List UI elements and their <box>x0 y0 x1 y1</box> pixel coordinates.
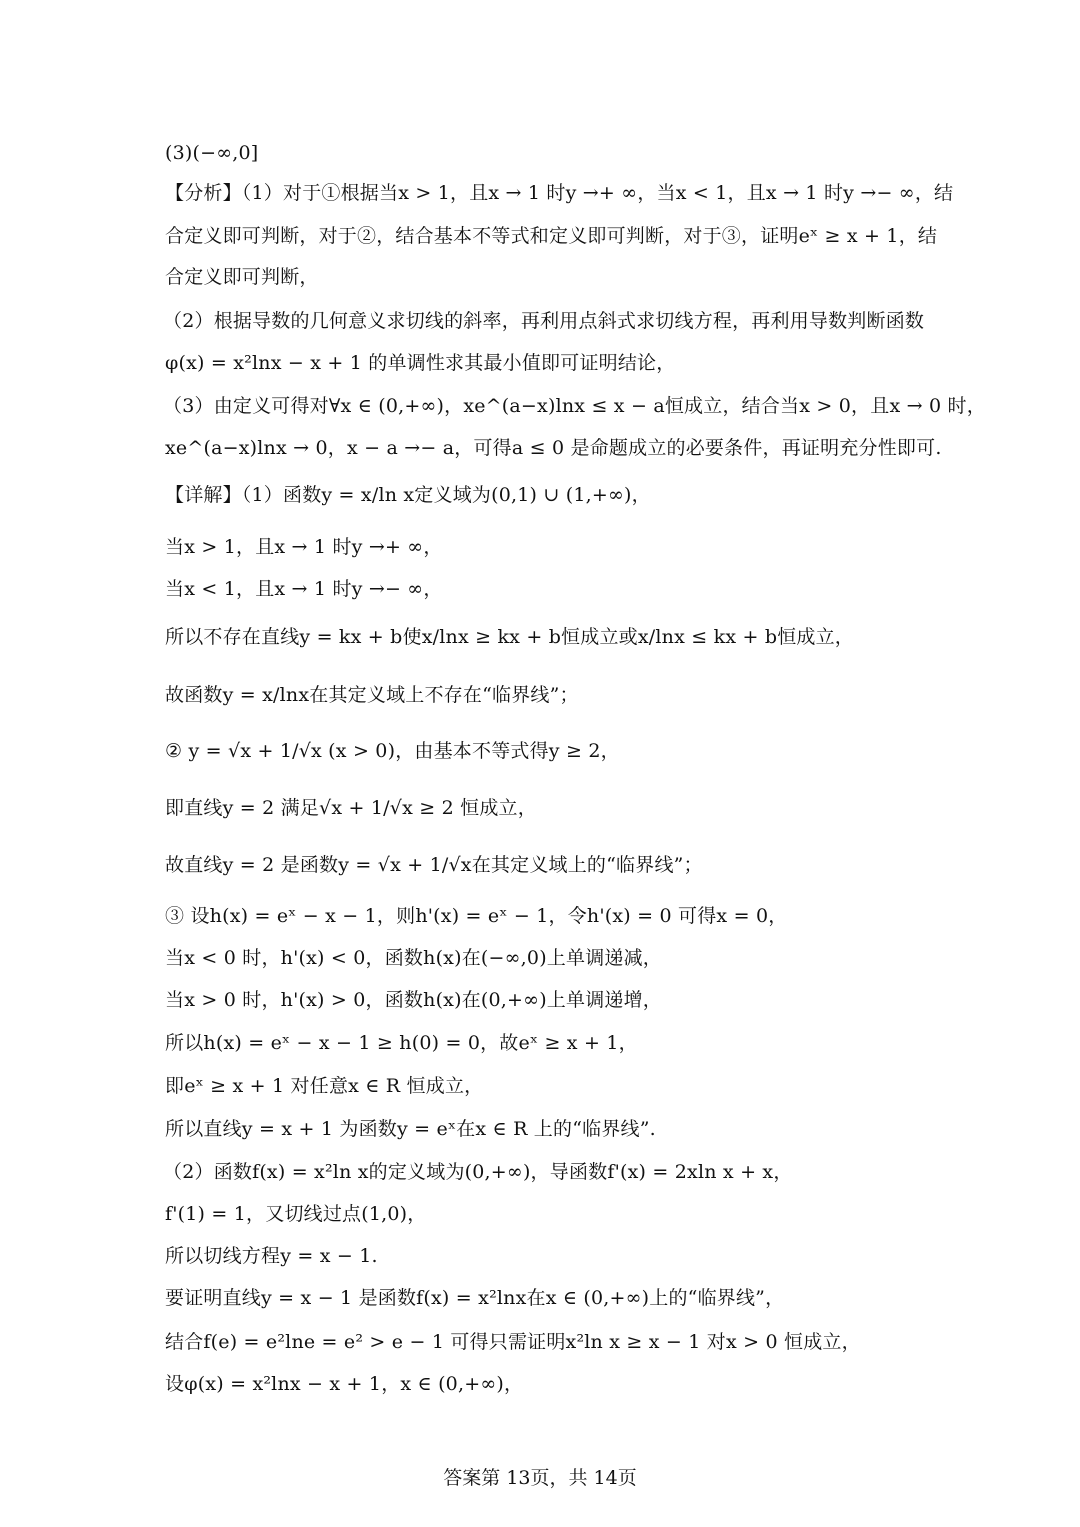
text-line: 故直线y = 2 是函数y = √x + 1/√x在其定义域上的“临界线”； <box>165 854 703 876</box>
text-line: 当x < 1，且x → 1 时y →− ∞， <box>165 578 443 600</box>
text-line: xe^(a−x)lnx → 0，x − a →− a，可得a ≤ 0 是命题成立的必要条件，再证明充分性即可. <box>165 437 942 459</box>
text-line: （2）根据导数的几何意义求切线的斜率，再利用点斜式求切线方程，再利用导数判断函数 <box>163 310 925 332</box>
text-line: 当x > 1，且x → 1 时y →+ ∞， <box>165 536 443 558</box>
text-line: 设φ(x) = x²lnx − x + 1，x ∈ (0,+∞)， <box>165 1373 524 1395</box>
text-line: 当x > 0 时，h'(x) > 0，函数h(x)在(0,+∞)上单调递增， <box>165 989 663 1011</box>
text-line: 所以h(x) = eˣ − x − 1 ≥ h(0) = 0，故eˣ ≥ x + 1， <box>165 1032 638 1054</box>
text-line: 即eˣ ≥ x + 1 对任意x ∈ R 恒成立， <box>165 1075 484 1097</box>
text-line: 所以切线方程y = x − 1. <box>165 1245 378 1267</box>
text-line: 故函数y = x/lnx在其定义域上不存在“临界线”； <box>165 684 579 706</box>
text-line: 【详解】（1）函数y = x/ln x定义域为(0,1) ∪ (1,+∞)， <box>165 484 651 506</box>
text-line: 合定义即可判断， <box>165 266 319 288</box>
page-footer: 答案第 13页，共 14页 <box>443 1467 637 1489</box>
text-line: f'(1) = 1，又切线过点(1,0)， <box>165 1203 427 1225</box>
text-line: ② y = √x + 1/√x (x > 0)，由基本不等式得y ≥ 2， <box>165 740 620 762</box>
text-line: 结合f(e) = e²lne = e² > e − 1 可得只需证明x²ln x ≥ x − 1 对x > 0 恒成立， <box>165 1331 861 1353</box>
text-line: 要证明直线y = x − 1 是函数f(x) = x²lnx在x ∈ (0,+∞)上的“临界线”， <box>165 1287 785 1309</box>
text-line: (3)(−∞,0] <box>165 142 259 164</box>
text-line: 【分析】（1）对于①根据当x > 1，且x → 1 时y →+ ∞，当x < 1，且x → 1 时y →− ∞，结 <box>165 182 954 204</box>
text-line: （2）函数f(x) = x²ln x的定义域为(0,+∞)，导函数f'(x) = 2xln x + x， <box>163 1161 793 1183</box>
text-line: 所以不存在直线y = kx + b使x/lnx ≥ kx + b恒成立或x/lnx ≤ kx + b恒成立， <box>165 626 854 648</box>
text-line: 所以直线y = x + 1 为函数y = eˣ在x ∈ R 上的“临界线”. <box>165 1118 656 1140</box>
text-line: ③ 设h(x) = eˣ − x − 1，则h'(x) = eˣ − 1，令h'(x) = 0 可得x = 0， <box>165 905 788 927</box>
text-line: 即直线y = 2 满足√x + 1/√x ≥ 2 恒成立， <box>165 797 537 819</box>
text-line: 当x < 0 时，h'(x) < 0，函数h(x)在(−∞,0)上单调递减， <box>165 947 663 969</box>
text-line: 合定义即可判断，对于②，结合基本不等式和定义即可判断，对于③，证明eˣ ≥ x + 1，结 <box>165 225 938 247</box>
text-line: φ(x) = x²lnx − x + 1 的单调性求其最小值即可证明结论， <box>165 352 676 374</box>
text-line: （3）由定义可得对∀x ∈ (0,+∞)，xe^(a−x)lnx ≤ x − a恒成立，结合当x > 0，且x → 0 时， <box>163 395 986 417</box>
